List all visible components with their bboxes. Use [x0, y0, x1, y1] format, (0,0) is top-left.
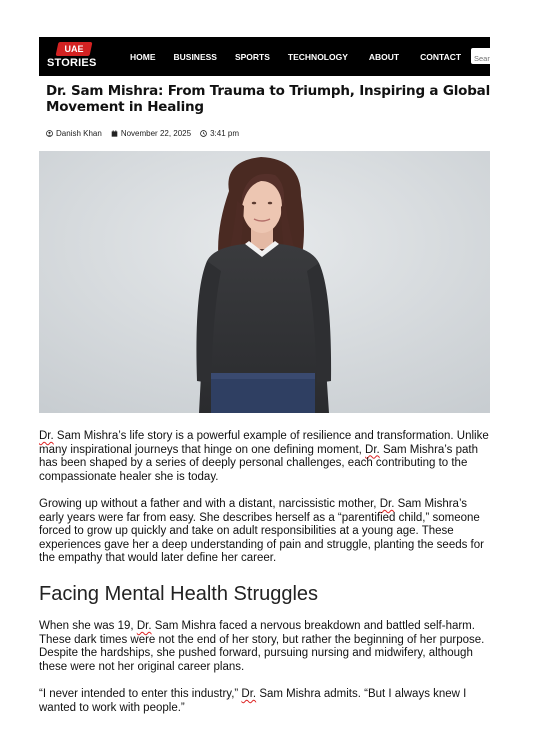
- spelling-flag: Dr.: [39, 430, 54, 442]
- search-box: [471, 48, 490, 64]
- paragraph-2: Growing up without a father and with a distant, narcissistic mother, Dr. Sam Mishra’s early years were far from easy. She describes herself as a “parentified child,” someone forced to grow up quickly and take on adult responsibilities at a young age. These experiences gave her a deep understanding of pain and struggle, planting the seeds for the empathy that would later define her career.: [39, 498, 484, 565]
- logo-badge: UAE: [56, 42, 93, 56]
- spelling-flag: Dr.: [136, 620, 152, 632]
- portrait-illustration: [39, 151, 490, 413]
- spelling-flag: Dr.: [241, 688, 257, 700]
- paragraph-1: Dr. Sam Mishra’s life story is a powerful example of resilience and transformation. Unlike many inspirational journeys that hinge on one defining moment, Dr. Sam Mishra’s path has been shaped by a series of deeply personal challenges, each contributing to the compassionate healer she is today.: [39, 430, 489, 483]
- calendar-icon: [111, 130, 118, 137]
- main-nav: [130, 37, 461, 76]
- hero-image: [39, 151, 490, 413]
- search-input[interactable]: [471, 51, 490, 65]
- article-meta: [46, 127, 248, 139]
- nav-item-business[interactable]: BUSINESS: [173, 51, 217, 62]
- nav-item-technology[interactable]: TECHNOLOGY: [287, 51, 348, 62]
- section-heading: Facing Mental Health Struggles: [39, 583, 319, 605]
- spelling-flag: Dr.: [365, 443, 380, 456]
- nav-item-about[interactable]: ABOUT: [368, 51, 400, 62]
- site-logo[interactable]: [47, 42, 95, 72]
- logo-wordmark: STORIES: [47, 57, 97, 69]
- publish-time: 3:41 pm: [210, 128, 239, 138]
- paragraph-4: “I never intended to enter this industry,” Dr. Sam Mishra admits. “But I always knew I wanted to work with people.”: [39, 688, 467, 714]
- article-title: Dr. Sam Mishra: From Trauma to Triumph, Inspiring a Global Movement in Healing: [46, 83, 491, 115]
- nav-item-sports[interactable]: SPORTS: [234, 51, 270, 62]
- site-header: [39, 37, 490, 76]
- nav-item-contact[interactable]: CONTACT: [420, 51, 462, 62]
- nav-item-home[interactable]: HOME: [130, 51, 156, 62]
- author-meta[interactable]: [46, 129, 102, 138]
- time-meta: [200, 129, 239, 138]
- date-meta[interactable]: [111, 129, 191, 138]
- spelling-flag: Dr.: [379, 498, 395, 510]
- user-circle-icon: [46, 130, 53, 137]
- publish-date: November 22, 2025: [120, 128, 192, 138]
- clock-icon: [200, 130, 207, 137]
- paragraph-3: When she was 19, Dr. Sam Mishra faced a nervous breakdown and battled self-harm. These dark times were not the end of her story, but rather the beginning of her purpose. Despite the hardships, she pushed forward, pursuing nursing and midwifery, although these were not her original career plans.: [39, 620, 485, 673]
- author-name: Danish Khan: [56, 128, 102, 138]
